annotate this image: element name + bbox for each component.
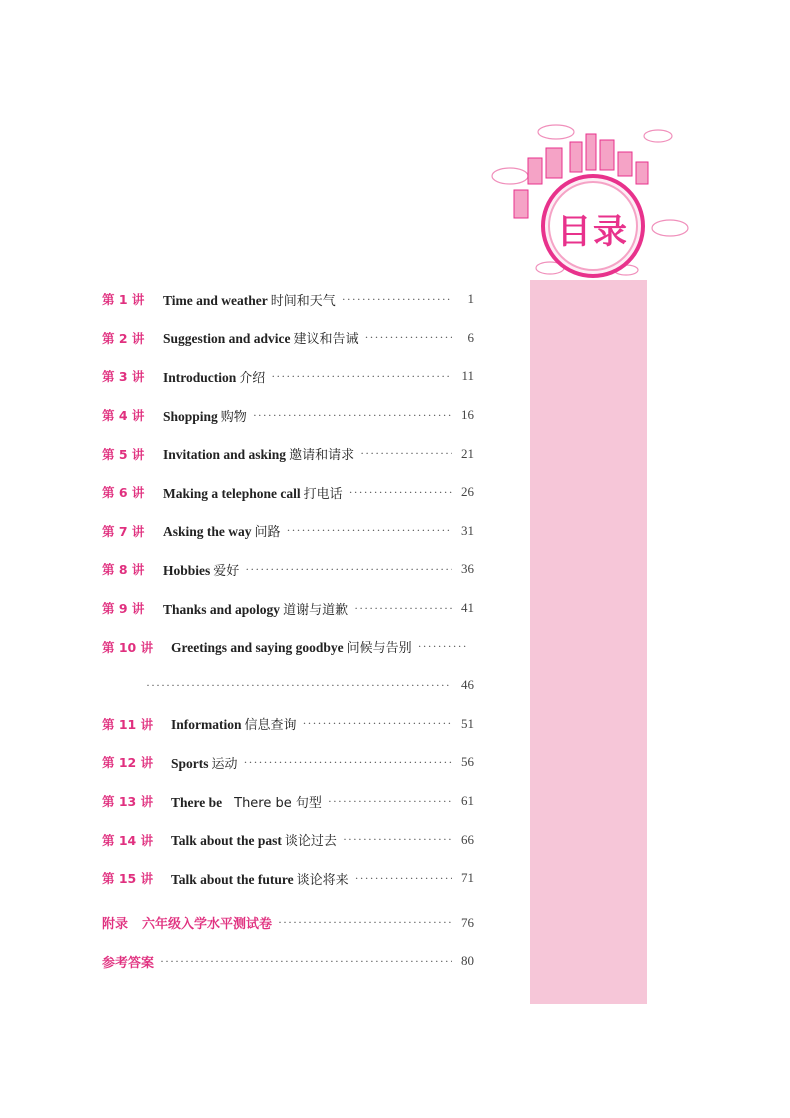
toc-entry-8[interactable] xyxy=(102,550,474,589)
lesson-number: 第 12 讲 xyxy=(102,755,154,771)
page-number: 31 xyxy=(461,522,474,538)
page-number: 56 xyxy=(461,754,474,770)
leader-dots xyxy=(343,832,452,847)
leader-dots xyxy=(418,639,468,654)
page-number: 71 xyxy=(461,870,474,886)
lesson-title: Shopping 购物 xyxy=(163,408,247,425)
toc-answers[interactable] xyxy=(102,942,474,981)
lesson-number: 第 15 讲 xyxy=(102,871,154,887)
lesson-title: Introduction 介绍 xyxy=(163,369,266,386)
lesson-title: Thanks and apology 道谢与道歉 xyxy=(163,601,349,618)
lesson-title: Greetings and saying goodbye 问候与告别 xyxy=(171,640,412,657)
lesson-number: 第 4 讲 xyxy=(102,408,145,424)
leader-dots xyxy=(287,523,452,538)
leader-dots xyxy=(328,794,452,809)
leader-dots xyxy=(271,369,452,384)
lesson-number: 第 3 讲 xyxy=(102,369,145,385)
page-number: 66 xyxy=(461,831,474,847)
page-number: 46 xyxy=(461,677,474,693)
leader-dots xyxy=(278,915,452,930)
lesson-title: Asking the way 问路 xyxy=(163,524,281,541)
leader-dots xyxy=(303,716,452,731)
lesson-number: 第 9 讲 xyxy=(102,601,145,617)
page-number: 1 xyxy=(467,291,474,307)
lesson-number: 第 11 讲 xyxy=(102,716,154,732)
leader-dots xyxy=(244,755,452,770)
lesson-title: There be There be 句型 xyxy=(171,794,322,811)
lesson-number: 第 1 讲 xyxy=(102,292,145,308)
toc-entry-7[interactable] xyxy=(102,512,474,551)
toc-entry-12[interactable] xyxy=(102,743,474,782)
toc-entry-11[interactable] xyxy=(102,705,474,744)
page-number: 21 xyxy=(461,445,474,461)
toc-entry-3[interactable] xyxy=(102,357,474,396)
city-circle-logo-icon xyxy=(488,118,692,283)
lesson-number: 第 14 讲 xyxy=(102,832,154,848)
lesson-title: Invitation and asking 邀请和请求 xyxy=(163,447,355,464)
lesson-title: Time and weather 时间和天气 xyxy=(163,292,336,309)
lesson-number: 第 5 讲 xyxy=(102,446,145,462)
leader-dots xyxy=(349,485,452,500)
toc-entry-10[interactable] xyxy=(102,627,474,666)
leader-dots xyxy=(365,330,452,345)
table-of-contents xyxy=(102,280,474,981)
leader-dots xyxy=(354,601,452,616)
page-number: 51 xyxy=(461,715,474,731)
page-number: 26 xyxy=(461,484,474,500)
lesson-title: Talk about the future 谈论将来 xyxy=(171,871,349,888)
lesson-title: Information 信息查询 xyxy=(171,717,297,734)
lesson-number: 第 6 讲 xyxy=(102,485,145,501)
toc-entry-1[interactable] xyxy=(102,280,474,319)
page-number: 36 xyxy=(461,561,474,577)
page-number: 11 xyxy=(461,368,474,384)
toc-entry-10-continued[interactable] xyxy=(102,666,474,705)
lesson-number: 第 8 讲 xyxy=(102,562,145,578)
toc-entry-6[interactable] xyxy=(102,473,474,512)
answers-title: 参考答案 xyxy=(102,955,155,971)
lesson-title: Sports 运动 xyxy=(171,755,238,772)
toc-entry-9[interactable] xyxy=(102,589,474,628)
logo-title: 目录 xyxy=(557,212,629,252)
lesson-title: Making a telephone call 打电话 xyxy=(163,485,343,502)
page-number: 76 xyxy=(461,914,474,930)
lesson-title: Hobbies 爱好 xyxy=(163,562,240,579)
toc-entry-14[interactable] xyxy=(102,820,474,859)
leader-dots xyxy=(160,954,452,969)
page-number: 16 xyxy=(461,407,474,423)
toc-appendix[interactable] xyxy=(102,904,474,943)
toc-entry-5[interactable] xyxy=(102,434,474,473)
page-number: 80 xyxy=(461,953,474,969)
leader-dots xyxy=(342,292,452,307)
pink-column xyxy=(530,280,647,1004)
lesson-number: 第 2 讲 xyxy=(102,330,145,346)
lesson-title: Talk about the past 谈论过去 xyxy=(171,833,337,850)
toc-entry-13[interactable] xyxy=(102,782,474,821)
appendix-title: 附录 六年级入学水平测试卷 xyxy=(102,917,273,933)
toc-entry-2[interactable] xyxy=(102,319,474,358)
toc-entry-4[interactable] xyxy=(102,396,474,435)
lesson-number: 第 13 讲 xyxy=(102,794,154,810)
leader-dots xyxy=(245,562,452,577)
page-number: 6 xyxy=(467,329,474,345)
toc-entry-15[interactable] xyxy=(102,859,474,898)
lesson-number: 第 7 讲 xyxy=(102,523,145,539)
page-number: 61 xyxy=(461,793,474,809)
leader-dots xyxy=(355,871,452,886)
lesson-number: 第 10 讲 xyxy=(102,639,154,655)
leader-dots xyxy=(360,446,452,461)
lesson-title: Suggestion and advice 建议和告诫 xyxy=(163,331,359,348)
leader-dots xyxy=(146,678,452,693)
page-number: 41 xyxy=(461,600,474,616)
leader-dots xyxy=(253,408,452,423)
